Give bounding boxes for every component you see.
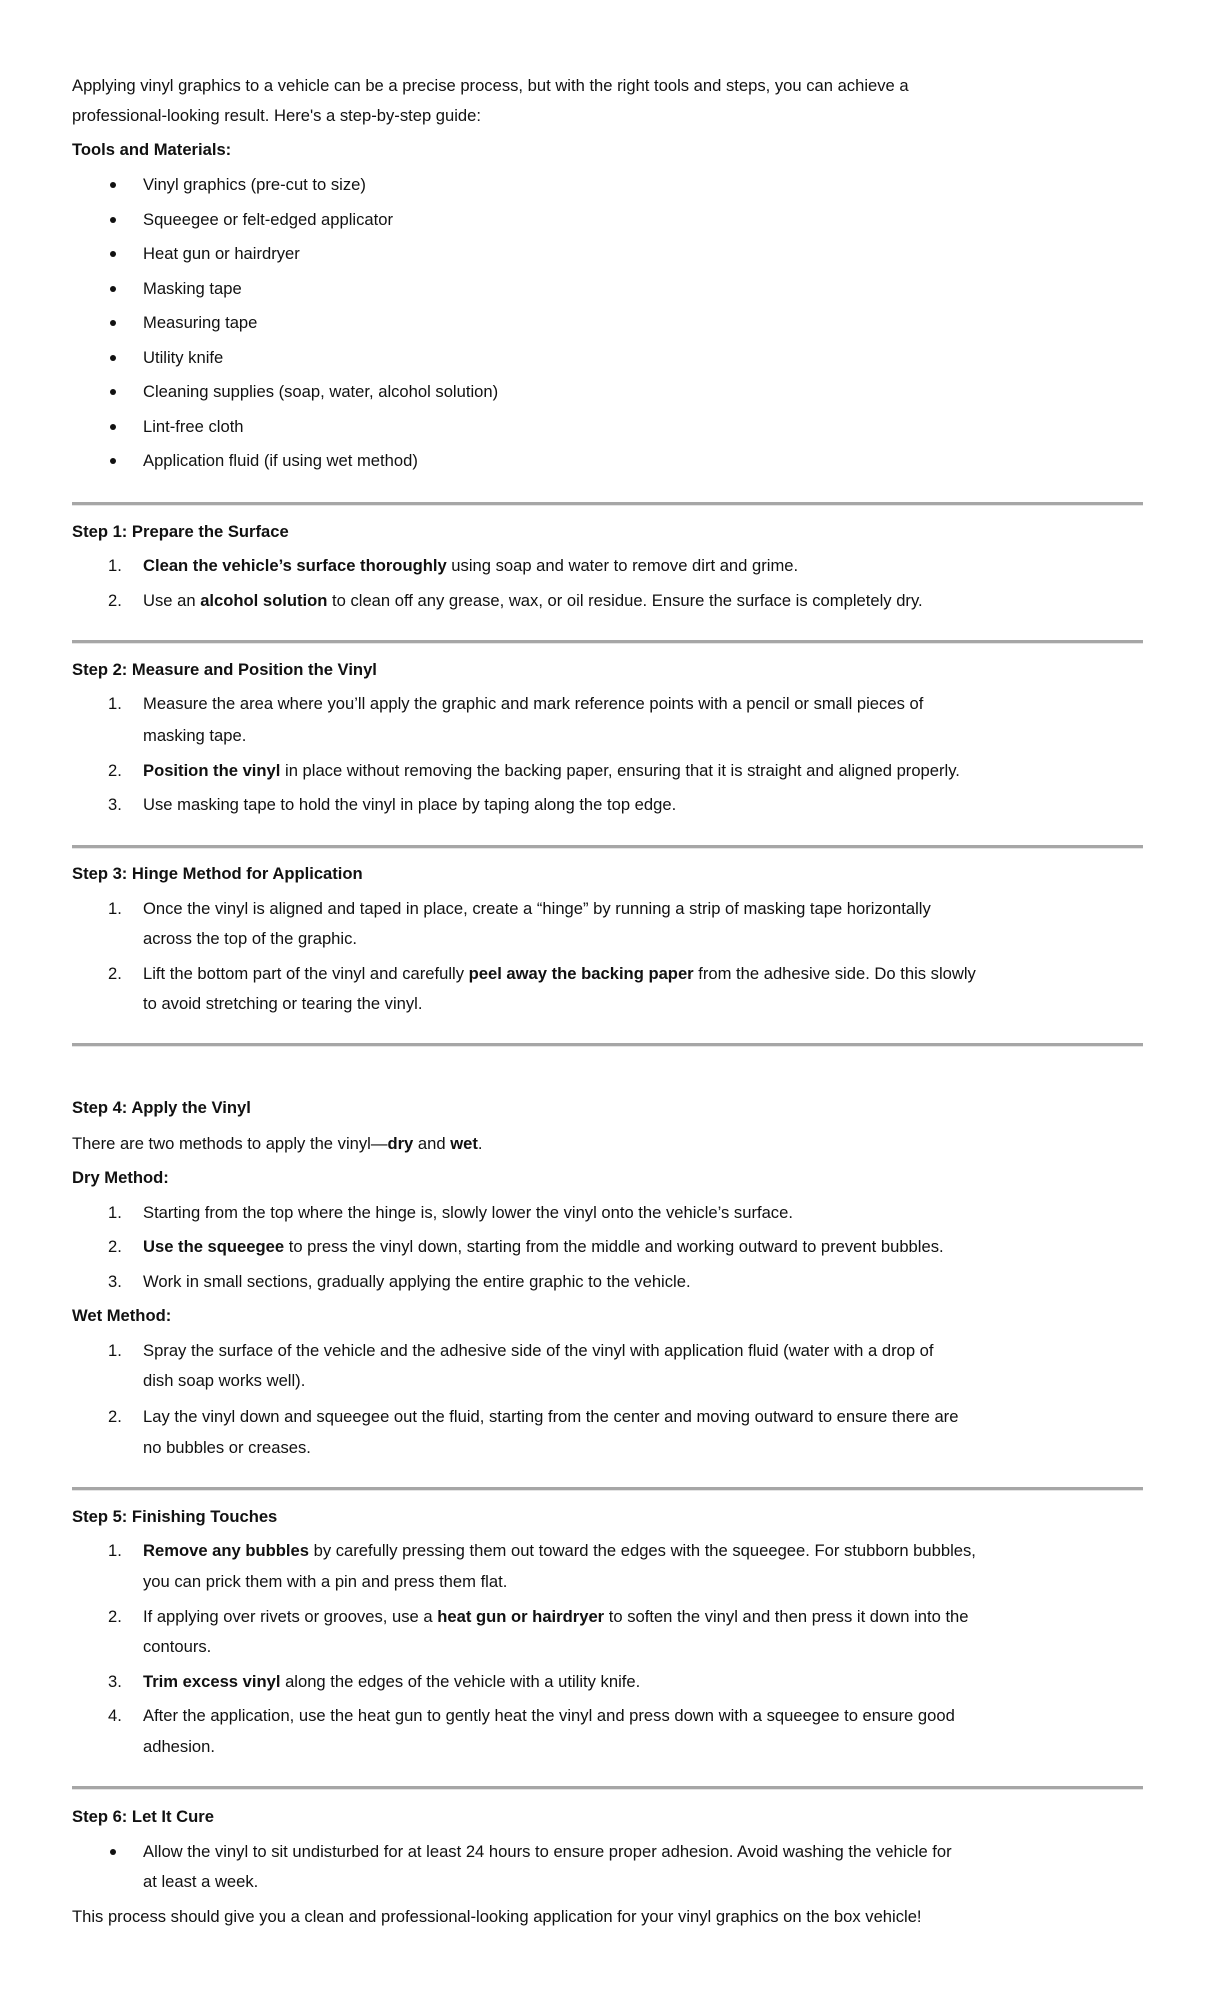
list-item-text-cont: to avoid stretching or tearing the vinyl. <box>143 994 423 1013</box>
bullet-icon <box>110 182 116 188</box>
list-item-text: If applying over rivets or grooves, use a heat gun or hairdryer to soften the vinyl and then press it down into the <box>143 1607 969 1626</box>
list-number: 2. <box>108 591 122 610</box>
list-item-text: Once the vinyl is aligned and taped in place, create a “hinge” by running a strip of masking tape horizontally <box>143 899 931 918</box>
bullet-icon <box>110 1849 116 1855</box>
list-number: 1. <box>108 1341 122 1360</box>
list-number: 4. <box>108 1706 122 1725</box>
list-item-text: Position the vinyl in place without removing the backing paper, ensuring that it is straight and aligned properly. <box>143 761 960 780</box>
section-divider <box>72 1487 1143 1491</box>
list-item-text: Trim excess vinyl along the edges of the vehicle with a utility knife. <box>143 1672 641 1691</box>
bullet-icon <box>110 458 116 464</box>
list-item-text: Use an alcohol solution to clean off any grease, wax, or oil residue. Ensure the surface is completely dry. <box>143 591 923 610</box>
list-item-text-cont: no bubbles or creases. <box>143 1438 311 1457</box>
list-number: 2. <box>108 1237 122 1256</box>
list-number: 2. <box>108 1607 122 1626</box>
section-divider <box>72 502 1143 506</box>
bullet-icon <box>110 217 116 223</box>
list-item-text: Allow the vinyl to sit undisturbed for at least 24 hours to ensure proper adhesion. Avoid washing the vehicle for <box>143 1842 952 1861</box>
dry-method-heading: Dry Method: <box>72 1168 169 1187</box>
list-item-text: Starting from the top where the hinge is, slowly lower the vinyl onto the vehicle’s surface. <box>143 1203 793 1222</box>
list-item-text: Work in small sections, gradually applying the entire graphic to the vehicle. <box>143 1272 691 1291</box>
list-item-text: Remove any bubbles by carefully pressing them out toward the edges with the squeegee. For stubborn bubbles, <box>143 1541 976 1560</box>
list-item-text: Utility knife <box>143 348 224 367</box>
list-number: 1. <box>108 899 122 918</box>
tools-heading: Tools and Materials: <box>72 140 232 159</box>
list-item-text: Lift the bottom part of the vinyl and carefully peel away the backing paper from the adhesive side. Do this slowly <box>143 964 976 983</box>
bullet-icon <box>110 320 116 326</box>
list-item-text: Cleaning supplies (soap, water, alcohol solution) <box>143 382 499 401</box>
list-item-text-cont: dish soap works well). <box>143 1371 306 1390</box>
list-item-text-cont: adhesion. <box>143 1737 215 1756</box>
step-4-intro: There are two methods to apply the vinyl—dry and wet. <box>72 1134 483 1153</box>
list-item-text-cont: you can prick them with a pin and press them flat. <box>143 1572 508 1591</box>
list-item-text: Measure the area where you’ll apply the graphic and mark reference points with a pencil or small pieces of <box>143 694 924 713</box>
list-item-text: Spray the surface of the vehicle and the adhesive side of the vinyl with application fluid (water with a drop of <box>143 1341 934 1360</box>
bullet-icon <box>110 424 116 430</box>
list-item-text: Measuring tape <box>143 313 258 332</box>
list-number: 1. <box>108 1203 122 1222</box>
list-item-text: Masking tape <box>143 279 242 298</box>
wet-method-heading: Wet Method: <box>72 1306 172 1325</box>
bullet-icon <box>110 389 116 395</box>
list-item-text: Lint-free cloth <box>143 417 244 436</box>
step-4-heading: Step 4: Apply the Vinyl <box>72 1098 251 1117</box>
list-number: 1. <box>108 694 122 713</box>
list-item-text-cont: at least a week. <box>143 1872 259 1891</box>
step-5-heading: Step 5: Finishing Touches <box>72 1507 278 1526</box>
list-item-text: Lay the vinyl down and squeegee out the fluid, starting from the center and moving outward to ensure there are <box>143 1407 959 1426</box>
list-item-text: After the application, use the heat gun to gently heat the vinyl and press down with a squeegee to ensure good <box>143 1706 955 1725</box>
intro-line-2: professional-looking result. Here's a step-by-step guide: <box>72 106 482 125</box>
bullet-icon <box>110 286 116 292</box>
list-number: 3. <box>108 1672 122 1691</box>
list-number: 3. <box>108 795 122 814</box>
list-item-text: Clean the vehicle’s surface thoroughly using soap and water to remove dirt and grime. <box>143 556 799 575</box>
bullet-icon <box>110 251 116 257</box>
list-number: 2. <box>108 1407 122 1426</box>
bullet-icon <box>110 355 116 361</box>
list-item-text: Application fluid (if using wet method) <box>143 451 418 470</box>
list-item-text: Vinyl graphics (pre-cut to size) <box>143 175 366 194</box>
list-item-text-cont: across the top of the graphic. <box>143 929 358 948</box>
section-divider <box>72 1786 1143 1790</box>
list-number: 1. <box>108 1541 122 1560</box>
section-divider <box>72 845 1143 849</box>
list-item-text-cont: masking tape. <box>143 726 247 745</box>
list-item-text-cont: contours. <box>143 1637 212 1656</box>
list-item-text: Squeegee or felt-edged applicator <box>143 210 394 229</box>
list-number: 2. <box>108 761 122 780</box>
section-divider <box>72 640 1143 644</box>
closing-paragraph: This process should give you a clean and professional-looking application for your vinyl graphics on the box vehicle! <box>72 1907 922 1926</box>
list-item-text: Use masking tape to hold the vinyl in place by taping along the top edge. <box>143 795 677 814</box>
section-divider <box>72 1043 1143 1047</box>
step-1-heading: Step 1: Prepare the Surface <box>72 522 289 541</box>
intro-line-1: Applying vinyl graphics to a vehicle can be a precise process, but with the right tools and steps, you can achieve a <box>72 76 909 95</box>
step-2-heading: Step 2: Measure and Position the Vinyl <box>72 660 377 679</box>
list-item-text: Use the squeegee to press the vinyl down, starting from the middle and working outward to prevent bubbles. <box>143 1237 944 1256</box>
list-number: 2. <box>108 964 122 983</box>
list-number: 1. <box>108 556 122 575</box>
list-item-text: Heat gun or hairdryer <box>143 244 300 263</box>
step-3-heading: Step 3: Hinge Method for Application <box>72 864 363 883</box>
step-6-heading: Step 6: Let It Cure <box>72 1807 214 1826</box>
list-number: 3. <box>108 1272 122 1291</box>
